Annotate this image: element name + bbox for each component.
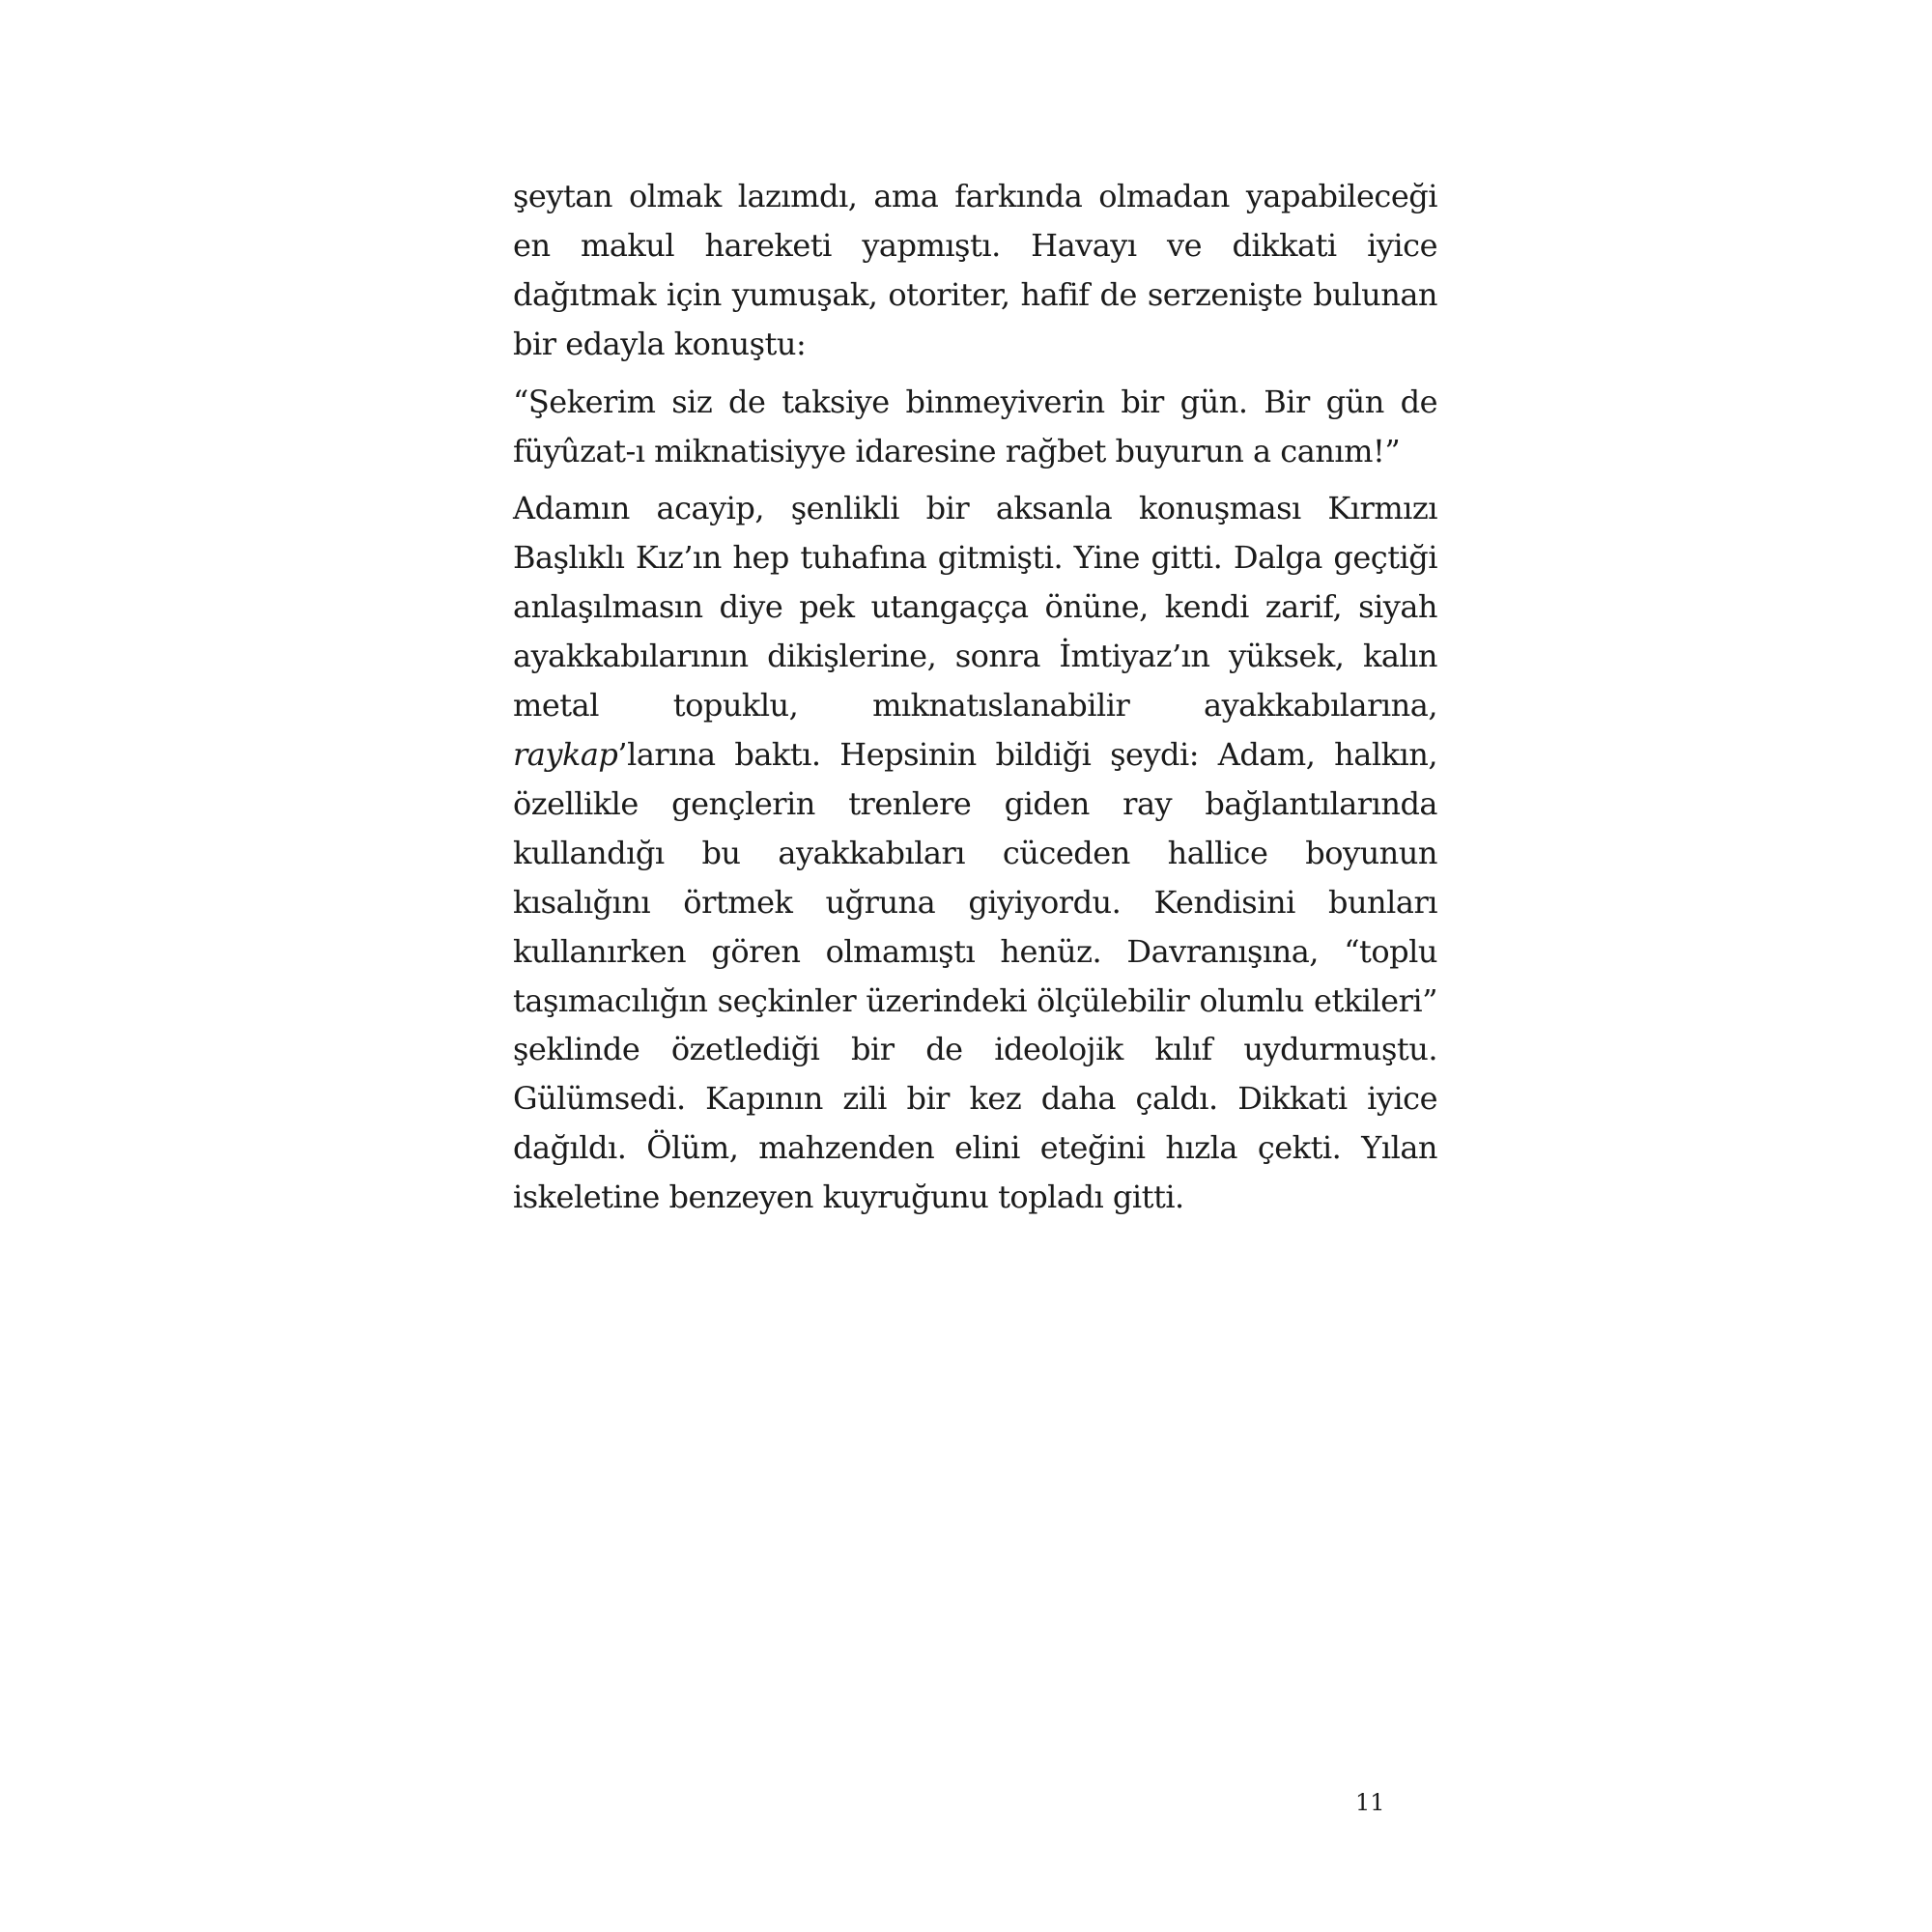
- paragraph-3-text-after: ’larına baktı. Hepsinin bildiği şeydi: Adam, halkın, özellikle gençlerin trenlere giden ray bağlantılarında kullandığı bu ayakkabıları cüceden hallice boyunun kısalığını örtmek uğruna giyiyordu. Kendisini bunları kullanırken gören olmamıştı henüz. Davranışına, “toplu taşımacılığın seçkinler üzerindeki ölçülebilir olumlu etkileri” şeklinde özetlediği bir de ideolojik kılıf uydurmuştu. Gülümsedi. Kapının zili bir kez daha çaldı. Dikkati iyice dağıldı. Ölüm, mahzenden elini eteğini hızla çekti. Yılan iskeletine benzeyen kuyruğunu topladı gitti.: [513, 735, 1437, 1216]
- page-number: 11: [1355, 1789, 1385, 1816]
- paragraph-1: şeytan olmak lazımdı, ama farkında olmadan yapabileceği en makul hareketi yapmıştı. Havayı ve dikkati iyice dağıtmak için yumuşak, otoriter, hafif de serzenişte bulunan bir edayla konuştu:: [513, 178, 1437, 362]
- page-body: [513, 172, 1437, 1222]
- paragraph-3: [513, 484, 1437, 1222]
- paragraph-3-text-before: Adamın acayip, şenlikli bir aksanla konuşması Kırmızı Başlıklı Kız’ın hep tuhafına gitmişti. Yine gitti. Dalga geçtiği anlaşılmasın diye pek utangaççа önüne, kendi zarif, siyah ayakkabılarının dikişlerine, sonra İmtiyaz’ın yüksek, kalın metal topuklu, mıknatıslanabilir ayakkabılarına,: [513, 490, 1437, 724]
- italic-word-raykap: raykap: [513, 735, 618, 773]
- paragraph-2: “Şekerim siz de taksiye binmeyiverin bir gün. Bir gün de füyûzat-ı miknatisiyye idaresine rağbet buyurun a canım!”: [513, 383, 1437, 469]
